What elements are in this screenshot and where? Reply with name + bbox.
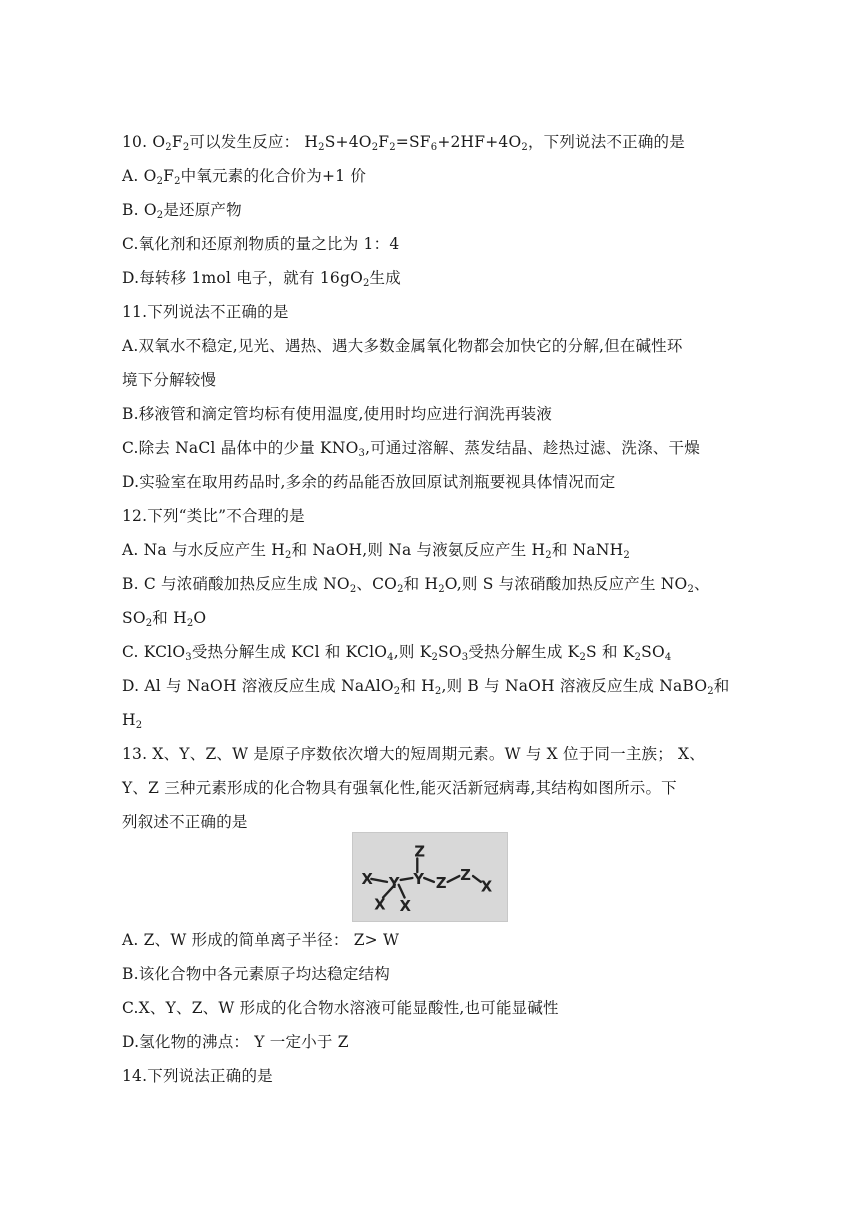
q13-option-d: D.氢化物的沸点： Y 一定小于 Z [122, 1033, 349, 1051]
atom-x-lower: X [399, 898, 412, 916]
q10-option-c: C.氧化剂和还原剂物质的量之比为 1：4 [122, 235, 400, 253]
q12-option-b-line2: $SO_2$和 $H_2O$ [122, 609, 207, 629]
q11-option-c: C.除去 NaCl 晶体中的少量 $KNO_3$,可通过溶解、蒸发结晶、趁热过滤、洗涤、干燥 [122, 439, 700, 459]
q12-option-a: A. Na 与水反应产生 $H_2$和 NaOH,则 Na 与液氨反应产生 $H_2$和 NaNH$_2$ [122, 541, 630, 561]
atom-z-top: Z [414, 843, 425, 861]
q10-option-b: B. $O_2$是还原产物 [122, 201, 242, 221]
q11-option-b: B.移液管和滴定管均标有使用温度,使用时均应进行润洗再装液 [122, 405, 553, 423]
atom-z-right: Z [460, 866, 471, 884]
q12-option-c: C. KClO$_3$受热分解生成 KCl 和 KClO$_4$,则 $K_2SO_3$受热分解生成 $K_2S$ 和 $K_2SO_4$ [122, 643, 672, 663]
molecular-structure-figure [352, 832, 508, 922]
q12-stem: 12.下列“类比”不合理的是 [122, 507, 305, 525]
q13-stem-line1: 13. X、Y、Z、W 是原子序数依次增大的短周期元素。W 与 X 位于同一主族； X、 [122, 745, 705, 763]
bond-x-y1 [371, 879, 387, 882]
atom-z-mid: Z [435, 874, 447, 892]
q13-stem-line3: 列叙述不正确的是 [122, 813, 248, 831]
q12-option-b-line1: B. C 与浓硝酸加热反应生成 $NO_2$、$CO_2$和 $H_2O$,则 S 与浓硝酸加热反应产生 $NO_2$、 [122, 575, 710, 595]
q12-option-d-line2: $H_2$ [122, 711, 143, 731]
q11-option-a-line1: A.双氧水不稳定,见光、遇热、遇大多数金属氧化物都会加快它的分解,但在碱性环 [122, 337, 683, 355]
bond-y1-x-lower [399, 885, 405, 898]
q14-stem: 14.下列说法正确的是 [122, 1067, 273, 1085]
q11-option-d: D.实验室在取用药品时,多余的药品能否放回原试剂瓶要视具体情况而定 [122, 473, 616, 491]
q10-option-a: A. $O_2F_2$中氧元素的化合价为+1 价 [122, 167, 367, 187]
bond-y2-z [424, 878, 434, 882]
q11-option-a-line2: 境下分解较慢 [122, 371, 217, 389]
structure-diagram [353, 833, 507, 921]
q13-option-a: A. Z、W 形成的简单离子半径： Z> W [122, 931, 400, 949]
atom-y-1: Y [388, 874, 400, 892]
bond-z-z [448, 876, 460, 882]
atom-x-lower-left: X [374, 896, 386, 914]
bond-y1-y2 [401, 878, 413, 880]
atom-x-right: X [480, 878, 493, 896]
q11-stem: 11.下列说法不正确的是 [122, 303, 289, 321]
atom-y-2: Y [413, 870, 425, 888]
q12-option-d-line1: D. Al 与 NaOH 溶液反应生成 NaAlO$_2$和 $H_2$,则 B 与 NaOH 溶液反应生成 NaBO$_2$和 [122, 677, 730, 697]
q13-option-b: B.该化合物中各元素原子均达稳定结构 [122, 965, 390, 983]
q13-stem-line2: Y、Z 三种元素形成的化合物具有强氧化性,能灭活新冠病毒,其结构如图所示。下 [122, 779, 677, 797]
atom-x-left: X [361, 870, 373, 888]
bond-z-x [473, 876, 481, 882]
q13-option-c: C.X、Y、Z、W 形成的化合物水溶液可能显酸性,也可能显碱性 [122, 999, 559, 1017]
q10-stem: 10. $O_2F_2$可以发生反应： $H_2S+4O_2F_2=SF_6+2HF+4O_2$，下列说法不正确的是 [122, 133, 685, 153]
q10-option-d: D.每转移 1mol 电子，就有 $16gO_2$生成 [122, 269, 401, 289]
